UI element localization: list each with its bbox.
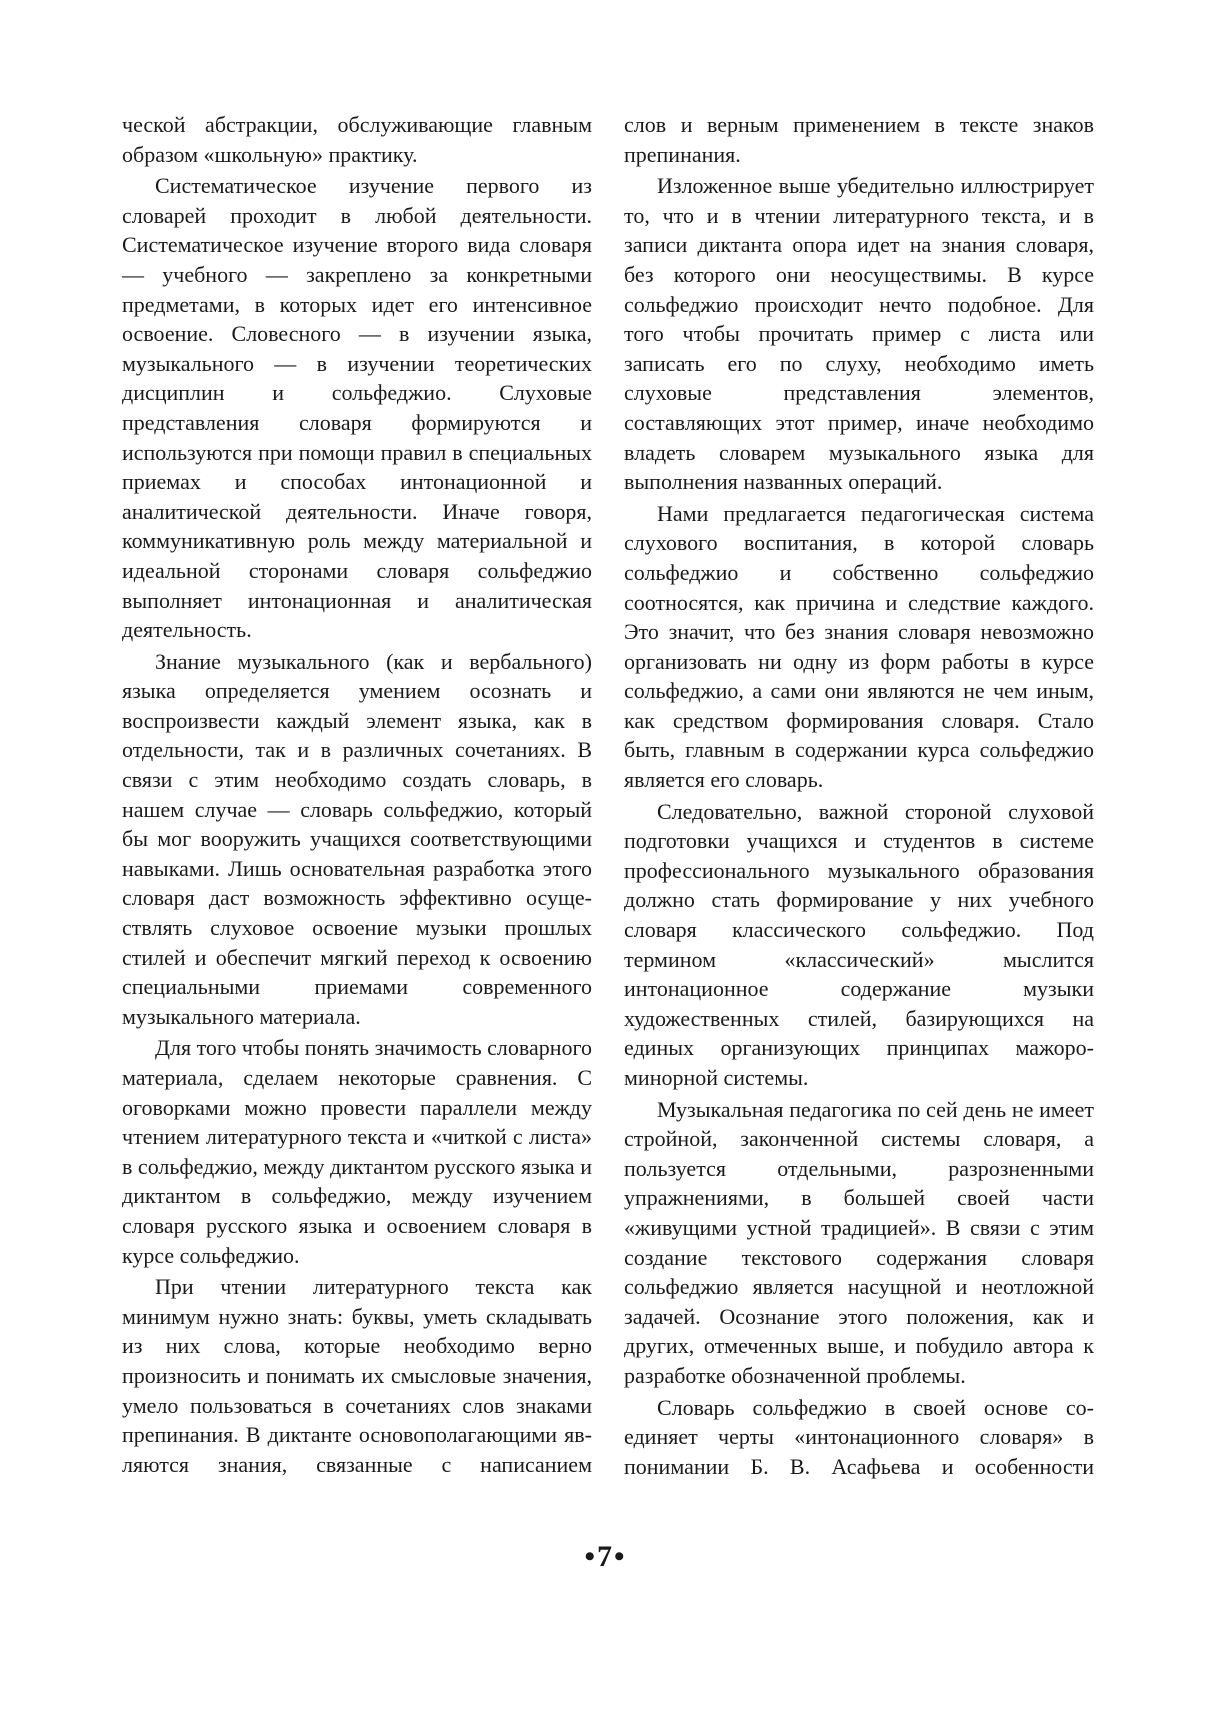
paragraph: Изложенное выше убедительно иллюстрирует то, что и в чтении литературного текста, и в записи диктанта опора идет на знания словаря, без которого они неосуществимы. В курсе сольфеджио происходит нечто подобное. Для того чтобы прочитать пример с листа или записать его по слуху, необходимо иметь слуховые представления элементов, составляющих этот пример, иначе необходимо владеть словарем музыкального языка для выполнения названных операций. bbox=[624, 173, 1094, 495]
paragraph: слов и верным применением в тексте знаков препинания. bbox=[624, 112, 1094, 167]
paragraph: Знание музыкального (как и вербального) языка определяется умением осознать и воспроизвести каждый элемент языка, как в отдельности, так и в различных сочетаниях. В связи с этим необходимо создать словарь, в нашем случае — словарь сольфеджио, который бы мог вооружить учащихся соответствующими навыками. Лишь основательная разработка этого словаря даст возможность эффективно осуществлять слуховое освоение музыки прошлых стилей и обеспечит мягкий переход к освоению специальными приемами современного музыкального материала. bbox=[122, 648, 592, 1029]
paragraph: Словарь сольфеджио в своей основе соединяет черты «интонационного словаря» в понимании Б. В. Асафьева и особенности bbox=[624, 1394, 1094, 1479]
paragraph: При чтении литературного текста как минимум нужно знать: буквы, уметь складывать из них слова, которые необходимо верно произносить и понимать их смысловые значения, умело пользоваться в сочетаниях слов знаками препинания. В диктанте основополагающими являются знания, связанные с написанием bbox=[122, 1274, 592, 1477]
paragraph: Следовательно, важной стороной слуховой подготовки учащихся и студентов в системе профессионального музыкального образования должно стать формирование у них учебного словаря классического сольфеджио. Под термином «классический» мыслится интонационное содержание музыки художественных стилей, базирующихся на единых организующих принципах мажоро-минорной системы. bbox=[624, 798, 1094, 1090]
paragraph: Нами предлагается педагогическая система слухового воспитания, в которой словарь сольфеджио и собственно сольфеджио соотносятся, как причина и следствие каждого. Это значит, что без знания словаря невозможно организовать ни одну из форм работы в курсе сольфеджио, а сами они являются не чем иным, как средством формирования словаря. Стало быть, главным в содержании курса сольфеджио является его словарь. bbox=[624, 500, 1094, 793]
paragraph: ческой абстракции, обслуживающие главным образом «школьную» практику. bbox=[122, 112, 592, 167]
left-text-column bbox=[122, 110, 592, 1479]
paragraph: Музыкальная педагогика по сей день не имеет стройной, законченной системы словаря, а пользуется отдельными, разрозненными упражнениями, в большей своей части «живущими устной традицией». В связи с этим создание текстового содержания словаря сольфеджио является насущной и неотложной задачей. Осознание этого положения, как и других, отмеченных выше, и побудило автора к разработке обозначенной проблемы. bbox=[624, 1096, 1094, 1388]
right-text-column bbox=[624, 110, 1094, 1481]
paragraph: Для того чтобы понять значимость словарного материала, сделаем некоторые сравнения. С оговорками можно провести параллели между чтением литературного текста и «читкой с листа» в сольфеджио, между диктантом русского языка и диктантом в сольфеджио, между изучением словаря русского языка и освоением словаря в курсе сольфеджио. bbox=[122, 1035, 593, 1268]
paragraph: Систематическое изучение первого из словарей проходит в любой деятельности. Систематическое изучение второго вида словаря — учебного — закреплено за конкретными предметами, в которых идет его интенсивное освоение. Словесного — в изучении языка, музыкального — в изучении теоретических дисциплин и сольфеджио. Слуховые представления словаря формируются и используются при помощи правил в специальных приемах и способах интонационной и аналитической деятельности. Иначе говоря, коммуникативную роль между материальной и идеальной сторонами словаря сольфеджио выполняет интонационная и аналитическая деятельность. bbox=[122, 173, 592, 643]
page-number: •7• bbox=[584, 1540, 627, 1573]
